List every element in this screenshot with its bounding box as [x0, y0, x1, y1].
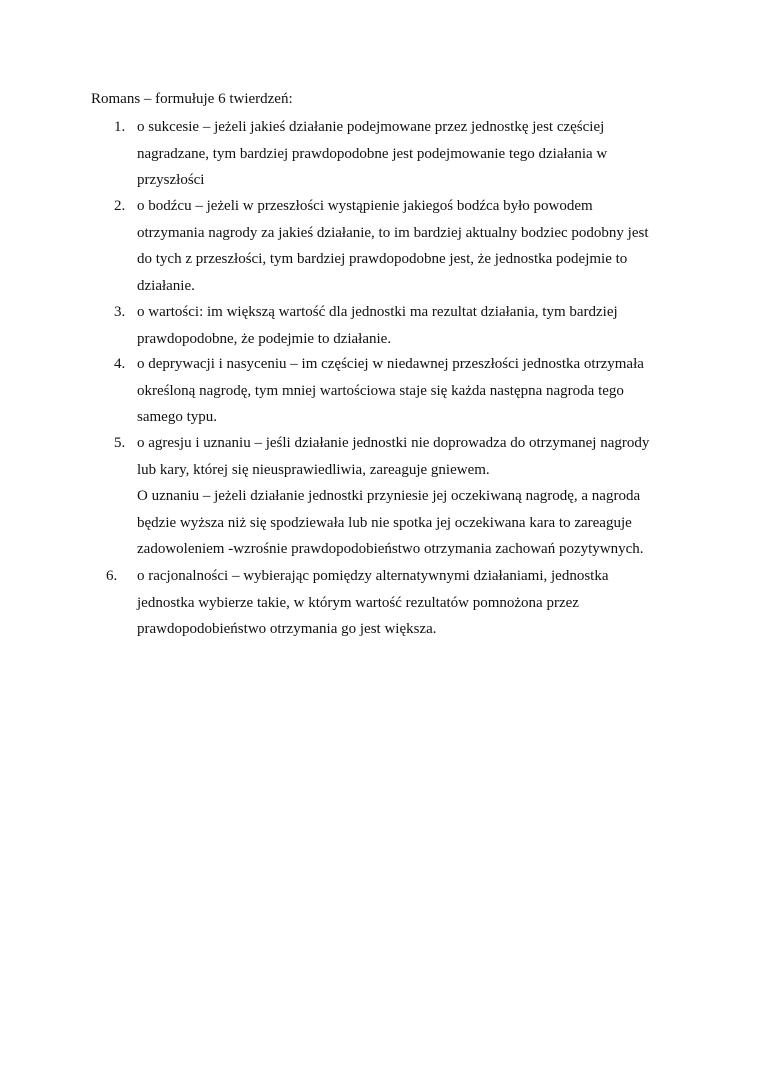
list-item-line: o bodźcu – jeżeli w przeszłości wystąpienie jakiegoś bodźca było powodem: [137, 198, 593, 214]
list-item-text: [137, 351, 677, 431]
list-item-number: 4.: [114, 356, 126, 372]
list-item-line: o deprywacji i nasyceniu – im częściej w niedawnej przeszłości jednostka otrzymała: [137, 356, 644, 372]
list-item-line: o wartości: im większą wartość dla jednostki ma rezultat działania, tym bardziej: [137, 304, 618, 320]
list-item-text: [137, 114, 677, 194]
list-item-number: 3.: [114, 304, 126, 320]
list-item-line: prawdopodobne, że podejmie to działanie.: [137, 330, 392, 347]
list-item-number: 2.: [114, 198, 126, 214]
list-item-line: nagradzane, tym bardziej prawdopodobne jest podejmowanie tego działania w: [137, 145, 608, 162]
list-item-line: O uznaniu – jeżeli działanie jednostki przyniesie jej oczekiwaną nagrodę, a nagroda: [137, 488, 641, 505]
list-item-line: do tych z przeszłości, tym bardziej prawdopodobne jest, że jednostka podejmie to: [137, 251, 628, 268]
list-item-line: będzie wyższa niż się spodziewała lub nie spotka jej oczekiwana kara to zareaguje: [137, 514, 632, 531]
list-item-number: 5.: [114, 435, 126, 451]
list-item-line: prawdopodobieństwo otrzymania go jest większa.: [137, 621, 437, 638]
list-item-number: 1.: [114, 119, 126, 135]
list-item-line: określoną nagrodę, tym mniej wartościowa staje się każda następna nagroda tego: [137, 382, 624, 399]
list-item-line: samego typu.: [137, 409, 217, 426]
list-item-text: [137, 430, 677, 563]
list-item-text: [137, 563, 677, 643]
list-item-line: otrzymania nagrody za jakieś działanie, to im bardziej aktualny bodziec podobny jest: [137, 224, 649, 241]
list-item-line: lub kary, której się nieusprawiedliwia, zareaguje gniewem.: [137, 461, 490, 478]
list-item-line: działanie.: [137, 277, 195, 294]
list-item-number: 6.: [106, 568, 118, 584]
list-item-line: o racjonalności – wybierając pomiędzy alternatywnymi działaniami, jednostka: [137, 568, 609, 584]
list-item-line: o sukcesie – jeżeli jakieś działanie podejmowane przez jednostkę jest częściej: [137, 119, 605, 135]
list-item-text: [137, 193, 677, 299]
list-item-line: o agresju i uznaniu – jeśli działanie jednostki nie doprowadza do otrzymanej nagrody: [137, 435, 650, 451]
document-heading: Romans – formułuje 6 twierdzeń:: [91, 91, 293, 107]
list-item-line: jednostka wybierze takie, w którym wartość rezultatów pomnożona przez: [137, 594, 579, 611]
list-item-line: przyszłości: [137, 172, 205, 189]
list-item-text: [137, 299, 677, 352]
list-item-line: zadowoleniem -wzrośnie prawdopodobieństwo otrzymania zachowań pozytywnych.: [137, 541, 644, 558]
